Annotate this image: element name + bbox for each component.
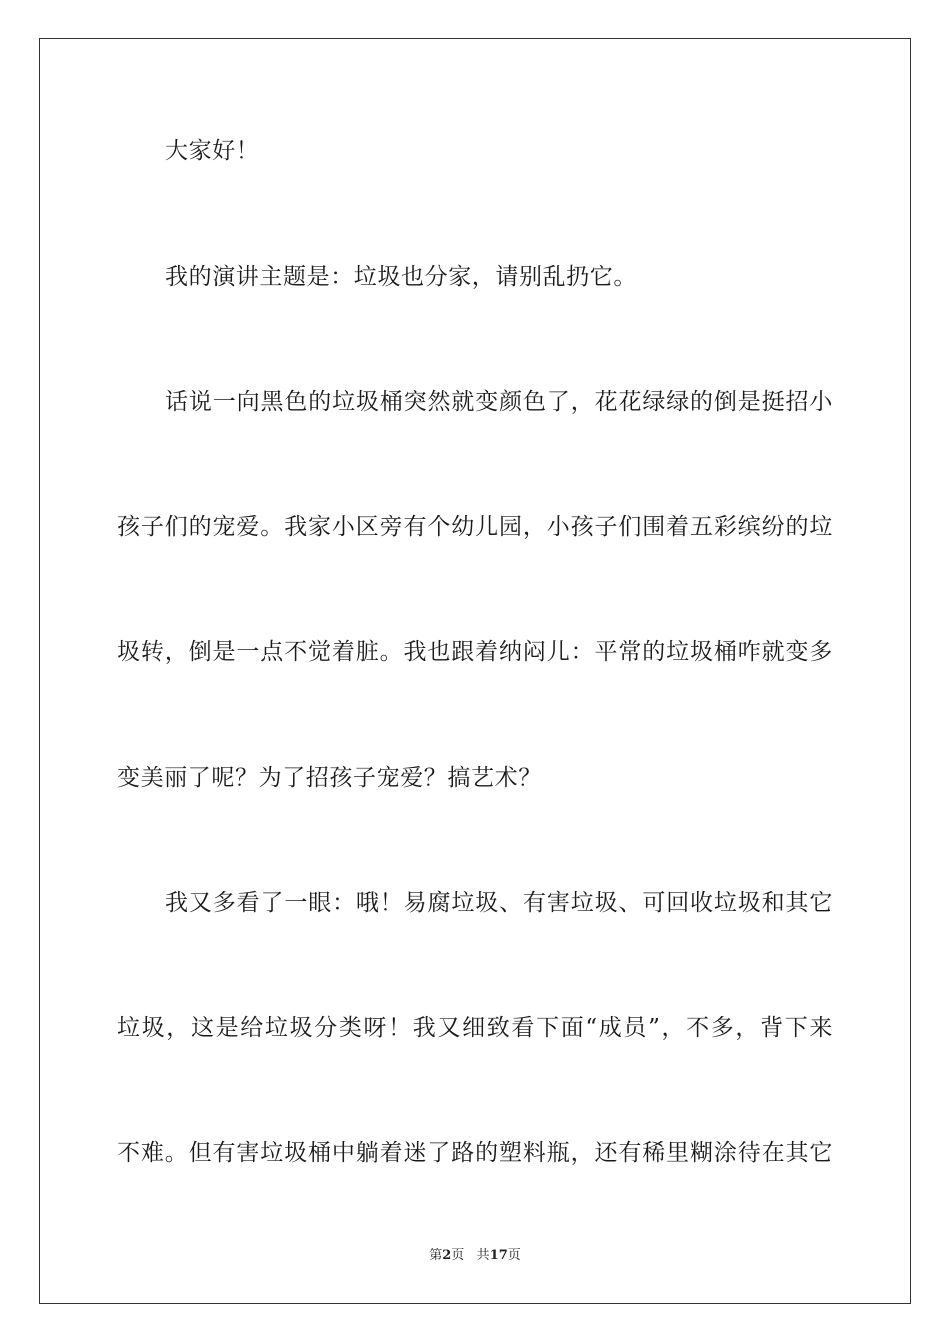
current-page-number: 2 (442, 1248, 452, 1263)
paragraph-line: 垃圾，这是给垃圾分类呀！我又细致看下面“成员”，不多，背下来 (117, 1015, 833, 1041)
page-number-footer: 第2页 共17页 (429, 1248, 521, 1263)
paragraph-line: 变美丽了呢？为了招孩子宠爱？搞艺术？ (117, 765, 542, 791)
paragraph-line: 我又多看了一眼：哦！易腐垃圾、有害垃圾、可回收垃圾和其它 (165, 890, 833, 916)
paragraph-topic: 我的演讲主题是：垃圾也分家，请别乱扔它。 (165, 264, 637, 290)
total-pages-number: 17 (489, 1248, 508, 1263)
paragraph-line: 圾转，倒是一点不觉着脏。我也跟着纳闷儿：平常的垃圾桶咋就变多 (117, 639, 833, 665)
page-border (39, 38, 911, 1304)
paragraph-line: 不难。但有害垃圾桶中躺着迷了路的塑料瓶，还有稀里糊涂待在其它 (117, 1140, 833, 1166)
paragraph-line: 孩子们的宠爱。我家小区旁有个幼儿园，小孩子们围着五彩缤纷的垃 (117, 514, 833, 540)
paragraph-line: 话说一向黑色的垃圾桶突然就变颜色了，花花绿绿的倒是挺招小 (165, 389, 833, 415)
paragraph-greeting: 大家好！ (165, 138, 260, 164)
